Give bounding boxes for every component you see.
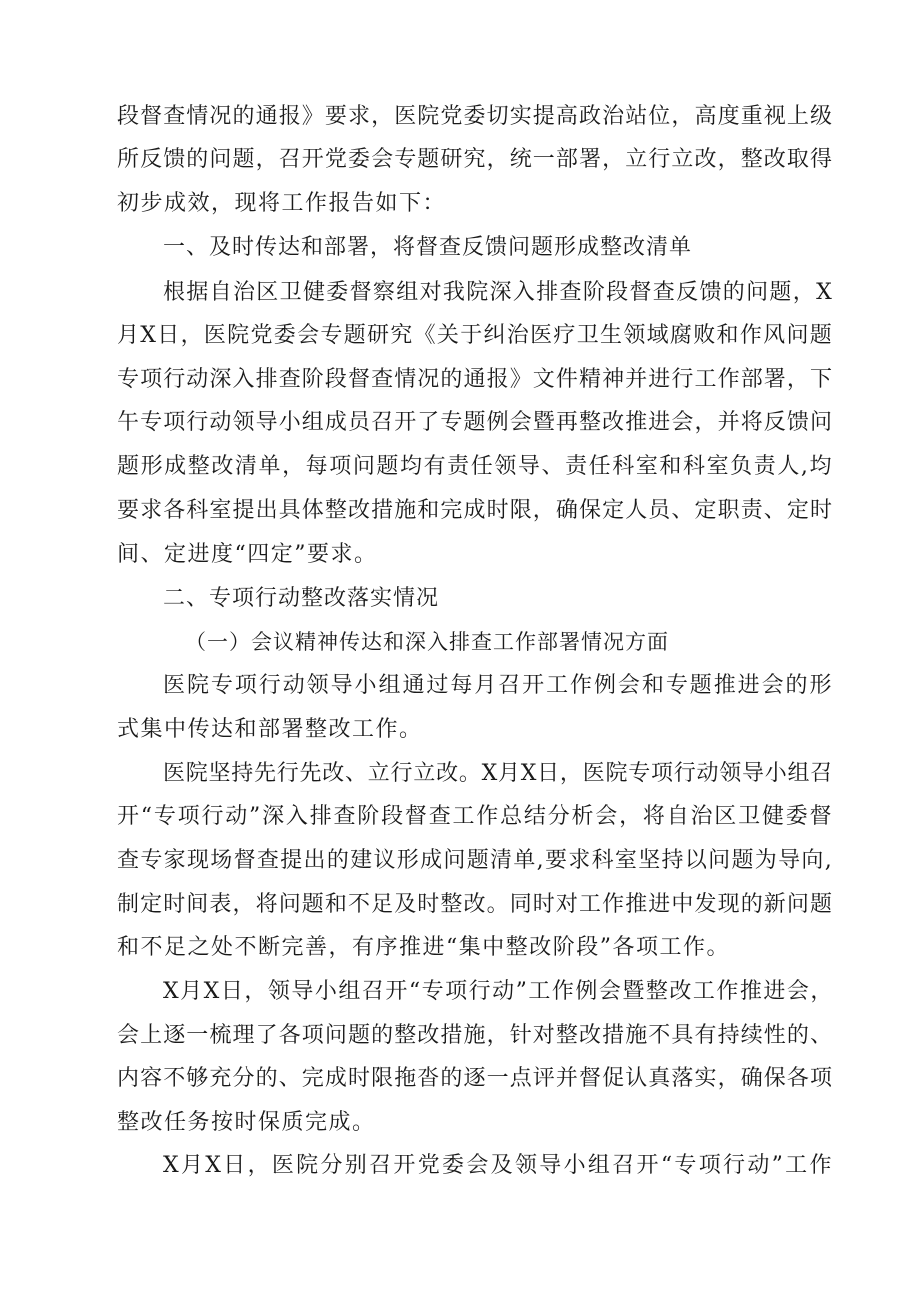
- section-heading-1: 一、及时传达和部署，将督查反馈问题形成整改清单: [163, 235, 693, 260]
- paragraph-line: 初步成效，现将工作报告如下：: [117, 191, 447, 216]
- paragraph-line: X月X日，医院分别召开党委会及领导小组召开“专项行动”工作: [163, 1153, 833, 1178]
- paragraph-line: 月X日，医院党委会专题研究《关于纠治医疗卫生领域腐败和作风问题: [117, 323, 833, 348]
- paragraph-line: 内容不够充分的、完成时限拖沓的逐一点评并督促认真落实，确保各项: [117, 1066, 833, 1091]
- paragraph-line: 查专家现场督查提出的建议形成问题清单,要求科室坚持以问题为导向,: [117, 848, 833, 873]
- paragraph-line: 制定时间表，将问题和不足及时整改。同时对工作推进中发现的新问题: [117, 892, 833, 917]
- paragraph-line: 医院专项行动领导小组通过每月召开工作例会和专题推进会的形: [163, 673, 833, 698]
- paragraph-line: 式集中传达和部署整改工作。: [117, 717, 423, 742]
- section-heading-2: 二、专项行动整改落实情况: [163, 586, 440, 611]
- paragraph-line: 开“专项行动”深入排查阶段督查工作总结分析会，将自治区卫健委督: [117, 804, 833, 829]
- paragraph-line: 间、定进度“四定”要求。: [117, 542, 378, 567]
- paragraph-line: 整改任务按时保质完成。: [117, 1110, 376, 1135]
- paragraph-line: 会上逐一梳理了各项问题的整改措施，针对整改措施不具有持续性的、: [117, 1023, 833, 1048]
- paragraph-line: 要求各科室提出具体整改措施和完成时限，确保定人员、定职责、定时: [117, 498, 833, 523]
- subsection-heading: （一）会议精神传达和深入排查工作部署情况方面: [185, 630, 669, 654]
- paragraph-line: 段督查情况的通报》要求，医院党委切实提高政治站位，高度重视上级: [117, 104, 833, 129]
- paragraph-line: 医院坚持先行先改、立行立改。X月X日，医院专项行动领导小组召: [163, 761, 833, 786]
- paragraph-line: X月X日，领导小组召开“专项行动”工作例会暨整改工作推进会，: [163, 979, 834, 1004]
- paragraph-line: 题形成整改清单，每项问题均有责任领导、责任科室和科室负责人,均: [117, 454, 833, 479]
- paragraph-line: 午专项行动领导小组成员召开了专题例会暨再整改推进会，并将反馈问: [117, 410, 833, 435]
- paragraph-line: 根据自治区卫健委督察组对我院深入排查阶段督查反馈的问题，X: [163, 280, 833, 305]
- paragraph-line: 专项行动深入排查阶段督查情况的通报》文件精神并进行工作部署，下: [117, 367, 833, 392]
- paragraph-line: 所反馈的问题，召开党委会专题研究，统一部署，立行立改，整改取得: [117, 147, 833, 172]
- paragraph-line: 和不足之处不断完善，有序推进“集中整改阶段”各项工作。: [117, 935, 730, 960]
